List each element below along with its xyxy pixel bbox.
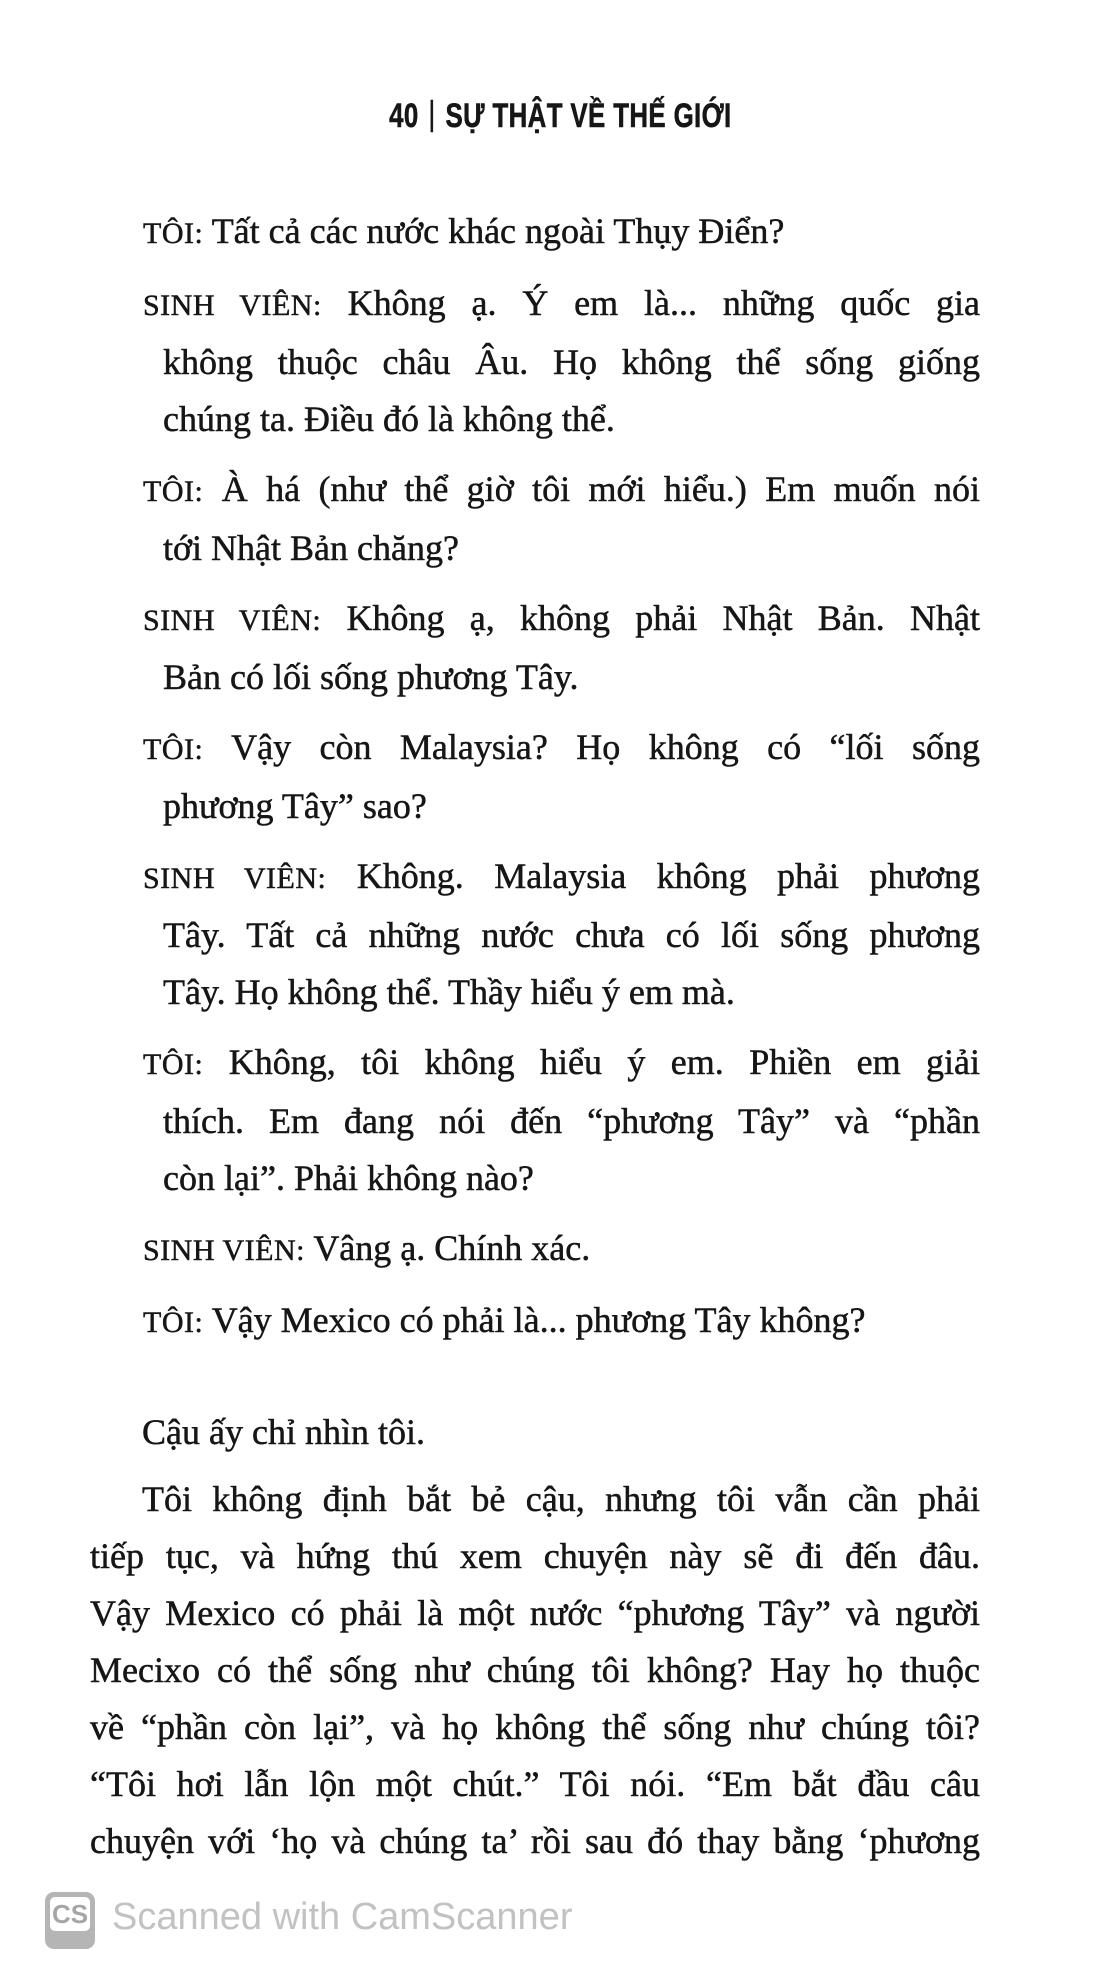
- dialogue-line: phương Tây” sao?: [163, 786, 427, 826]
- body-line: “Tôi hơi lẫn lộn một chút.” Tôi nói. “Em bắt đầu câu: [90, 1764, 980, 1804]
- header-separator: |: [428, 95, 436, 133]
- dialogue-line: còn lại”. Phải không nào?: [163, 1158, 534, 1198]
- camscanner-watermark: Scanned with CamScanner: [112, 1896, 573, 1938]
- dialogue-entry: [143, 848, 980, 1021]
- dialogue-entry: [143, 275, 980, 448]
- dialogue-entry: [143, 1292, 980, 1351]
- dialogue-text: Không, tôi không hiểu ý em. Phiền em giải: [228, 1042, 980, 1082]
- body-line: chuyện với ‘họ và chúng ta’ rồi sau đó thay bằng ‘phương: [90, 1821, 980, 1861]
- speaker-label: SINH VIÊN:: [143, 604, 322, 637]
- dialogue-entry: [143, 719, 980, 835]
- dialogue-line: [143, 461, 980, 520]
- speaker-label: SINH VIÊN:: [143, 1234, 305, 1267]
- dialogue-line: [143, 848, 980, 907]
- book-title: SỰ THẬT VỀ THẾ GIỚI: [445, 97, 732, 135]
- running-head: [389, 96, 732, 136]
- dialogue-entry: [143, 203, 980, 262]
- body-line: Vậy Mexico có phải là một nước “phương Tây” và người: [90, 1593, 980, 1633]
- dialogue-line: [143, 275, 980, 334]
- narrative-paragraph: [90, 1471, 980, 1870]
- dialogue-line: Tây. Họ không thể. Thầy hiểu ý em mà.: [163, 972, 735, 1012]
- body-line: Cậu ấy chỉ nhìn tôi.: [142, 1412, 425, 1452]
- page-number: 40: [388, 97, 419, 135]
- camscanner-icon: [45, 1892, 95, 1949]
- body-line: Tôi không định bắt bẻ cậu, nhưng tôi vẫn cần phải: [142, 1479, 980, 1519]
- speaker-label: TÔI:: [143, 217, 204, 250]
- dialogue-entry: [143, 590, 980, 706]
- speaker-label: TÔI:: [143, 733, 204, 766]
- dialogue-text: Vậy Mexico có phải là... phương Tây không?: [211, 1300, 866, 1340]
- speaker-label: TÔI:: [143, 475, 204, 508]
- body-line: về “phần còn lại”, và họ không thể sống như chúng tôi?: [90, 1707, 980, 1747]
- speaker-label: SINH VIÊN:: [143, 862, 327, 895]
- speaker-label: TÔI:: [143, 1306, 204, 1339]
- page-body: [90, 203, 980, 1870]
- dialogue-line: [143, 1292, 980, 1351]
- dialogue-line: [143, 203, 980, 262]
- dialogue-text: Tất cả các nước khác ngoài Thụy Điển?: [211, 211, 785, 251]
- dialogue-line: [143, 590, 980, 649]
- dialogue-text: Vậy còn Malaysia? Họ không có “lối sống: [231, 727, 980, 767]
- dialogue-text: À há (như thể giờ tôi mới hiểu.) Em muốn nói: [221, 469, 981, 509]
- dialogue-line: chúng ta. Điều đó là không thể.: [163, 399, 615, 439]
- dialogue-line: Tây. Tất cả những nước chưa có lối sống phương: [163, 915, 980, 955]
- page-header: [0, 96, 1120, 136]
- dialogue-text: Không ạ, không phải Nhật Bản. Nhật: [346, 598, 981, 638]
- dialogue-line: [143, 719, 980, 778]
- speaker-label: TÔI:: [143, 1048, 204, 1081]
- dialogue-line: tới Nhật Bản chăng?: [163, 528, 459, 568]
- dialogue-text: Không. Malaysia không phải phương: [356, 856, 980, 896]
- dialogue-entry: [143, 1220, 980, 1279]
- dialogue-line: [143, 1034, 980, 1093]
- camscanner-icon-text: CS: [51, 1898, 89, 1929]
- camscanner-icon-letters: [50, 1897, 90, 1931]
- dialogue-entry: [143, 1034, 980, 1207]
- dialogue-line: không thuộc châu Âu. Họ không thể sống giống: [163, 342, 980, 382]
- dialogue-line: Bản có lối sống phương Tây.: [163, 657, 579, 697]
- dialogue-line: [143, 1220, 980, 1279]
- dialogue-entry: [143, 461, 980, 577]
- dialogue-text: Vâng ạ. Chính xác.: [313, 1228, 591, 1268]
- body-line: tiếp tục, và hứng thú xem chuyện này sẽ đi đến đâu.: [90, 1536, 980, 1576]
- narrative-paragraph: [90, 1404, 980, 1461]
- body-line: Mecixo có thể sống như chúng tôi không? Hay họ thuộc: [90, 1650, 980, 1690]
- dialogue-text: Không ạ. Ý em là... những quốc gia: [347, 283, 981, 323]
- speaker-label: SINH VIÊN:: [143, 289, 322, 322]
- dialogue-line: thích. Em đang nói đến “phương Tây” và “phần: [163, 1101, 980, 1141]
